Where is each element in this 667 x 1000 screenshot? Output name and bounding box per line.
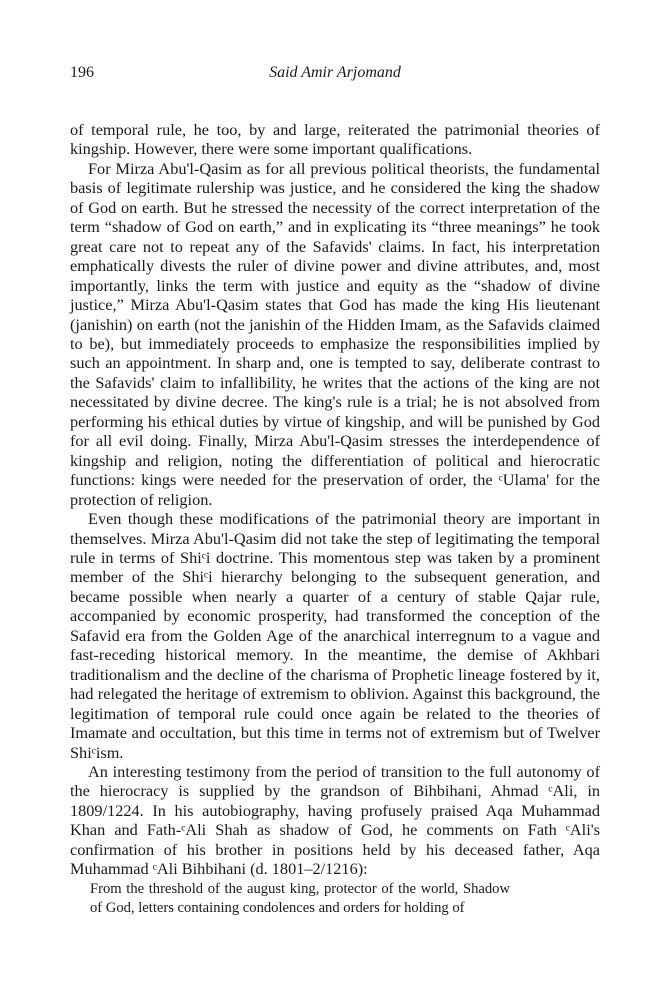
paragraph: For Mirza Abu'l-Qasim as for all previous political theorists, the fundamental basis of legitimate rulership was justice, and he considered the king the shadow of God on earth. But he stressed the necessity of the correct interpretation of the term “shadow of God on earth,” and in explicating its “three meanings” he took great care not to repeat any of the Safavids' claims. In fact, his interpretation emphatically divests the ruler of divine power and divine attributes, and, most importantly, links the term with justice and equity as the “shadow of divine justice,” Mirza Abu'l-Qasim states that God has made the king His lieutenant (janishin) on earth (not the janishin of the Hidden Imam, as the Safavids claimed to be), but immediately proceeds to emphasize the responsibilities implied by such an appointment. In sharp and, one is tempted to say, deliberate contrast to the Safavids' claim to infallibility, he writes that the actions of the king are not necessitated by divine decree. The king's rule is a trial; he is not absolved from performing his ethical duties by virtue of kingship, and will be punished by God for all evil doing. Finally, Mirza Abu'l-Qasim stresses the interdependence of kingship and religion, noting the differentiation of political and hierocratic functions: kings were needed for the preservation of order, the ᶜUlama' for the protection of religion. — [70, 158, 600, 509]
paragraph: An interesting testimony from the period of transition to the full autonomy of the hierocracy is supplied by the grandson of Bihbihani, Ahmad ᶜAli, in 1809/1224. In his autobiography, having profusely praised Aqa Muhammad Khan and Fath-ᶜAli Shah as shadow of God, he comments on Fath ᶜAli's confirmation of his brother in positions held by his deceased father, Aqa Muhammad ᶜAli Bihbihani (d. 1801–2/1216): — [70, 761, 600, 879]
block-quote — [90, 880, 510, 918]
quote-text: From the threshold of the august king, protector of the world, Shadow of God, letters containing condolences and orders for holding of — [90, 881, 510, 916]
body-text — [70, 120, 600, 879]
page-number: 196 — [70, 64, 94, 81]
paragraph: Even though these modifications of the patrimonial theory are important in themselves. Mirza Abu'l-Qasim did not take the step of legitimating the temporal rule in terms of Shiᶜi doctrine. This momentous step was taken by a prominent member of the Shiᶜi hierarchy belonging to the subsequent generation, and became possible when nearly a quarter of a century of stable Qajar rule, accompanied by economic prosperity, had transformed the conception of the Safavid era from the Golden Age of the anarchical interregnum to a vague and fast-receding historical memory. In the meantime, the demise of Akhbari traditionalism and the decline of the charisma of Prophetic lineage fostered by it, had relegated the heritage of extremism to oblivion. Against this background, the legitimation of temporal rule could once again be related to the theories of Imamate and occultation, but this time in terms not of extremism but of Twelver Shiᶜism. — [70, 509, 600, 762]
paragraph: of temporal rule, he too, by and large, reiterated the patrimonial theories of kingship. However, there were some important qualifications. — [70, 120, 600, 159]
running-title: Said Amir Arjomand — [269, 64, 401, 81]
running-head — [70, 64, 600, 86]
